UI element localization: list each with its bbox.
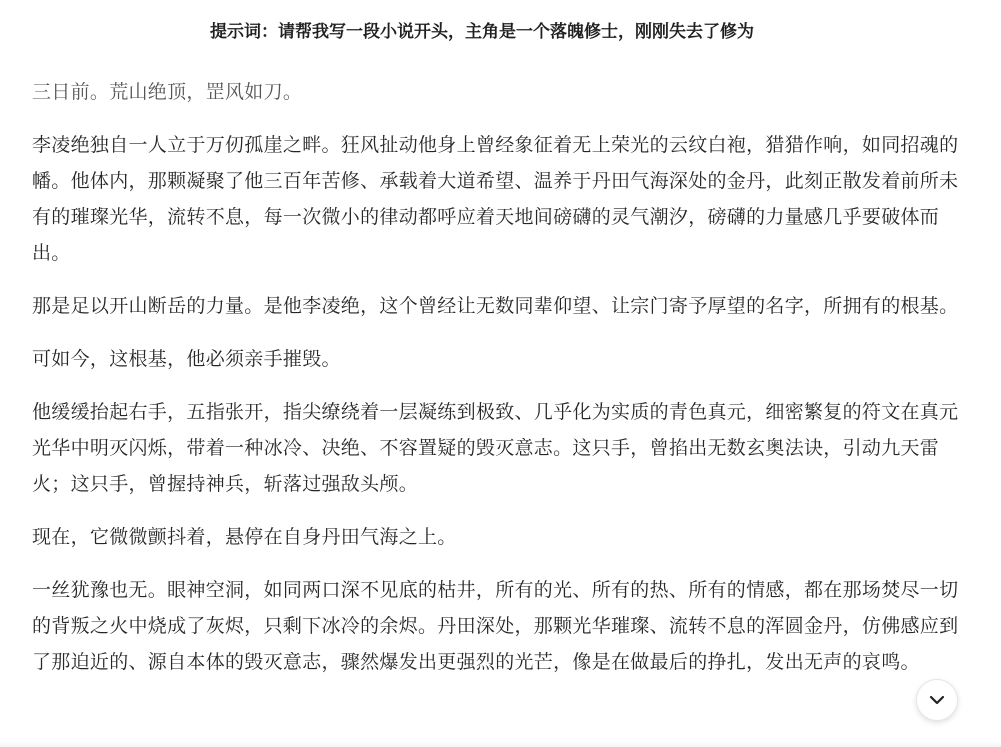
story-paragraph-7: 一丝犹豫也无。眼神空洞，如同两口深不见底的枯井，所有的光、所有的热、所有的情感，都在那场焚尽一切的背叛之火中烧成了灰烬，只剩下冰冷的余烬。丹田深处，那颗光华璀璨、流转不息的浑圆金丹，仿佛感应到了那迫近的、源自本体的毁灭意志，骤然爆发出更强烈的光芒，像是在做最后的挣扎，发出无声的哀鸣。 [32, 579, 959, 673]
story-paragraph-2: 李凌绝独自一人立于万仞孤崖之畔。狂风扯动他身上曾经象征着无上荣光的云纹白袍，猎猎作响，如同招魂的幡。他体内，那颗凝聚了他三百年苦修、承载着大道希望、温养于丹田气海深处的金丹，此刻正散发着前所未有的璀璨光华，流转不息，每一次微小的律动都呼应着天地间磅礴的灵气潮汐，磅礴的力量感几乎要破体而出。 [32, 134, 959, 264]
story-paragraph-3: 那是足以开山断岳的力量。是他李凌绝，这个曾经让无数同辈仰望、让宗门寄予厚望的名字，所拥有的根基。 [32, 295, 959, 317]
story-paragraph-6: 现在，它微微颤抖着，悬停在自身丹田气海之上。 [32, 526, 457, 548]
scroll-to-bottom-button[interactable] [916, 679, 958, 721]
bottom-fade [0, 741, 1001, 747]
story-paragraph-1: 三日前。荒山绝顶，罡风如刀。 [32, 81, 303, 103]
story-paragraph-5: 他缓缓抬起右手，五指张开，指尖缭绕着一层凝练到极致、几乎化为实质的青色真元，细密繁复的符文在真元光华中明灭闪烁，带着一种冰冷、决绝、不容置疑的毁灭意志。这只手，曾掐出无数玄奥法诀，引动九天雷火；这只手，曾握持神兵，斩落过强敌头颅。 [32, 401, 959, 495]
prompt-heading: 提示词：请帮我写一段小说开头，主角是一个落魄修士，刚刚失去了修为 [210, 22, 754, 42]
story-content [32, 74, 976, 697]
chevron-down-icon [927, 690, 947, 710]
story-paragraph-4: 可如今，这根基，他必须亲手摧毁。 [32, 348, 341, 370]
